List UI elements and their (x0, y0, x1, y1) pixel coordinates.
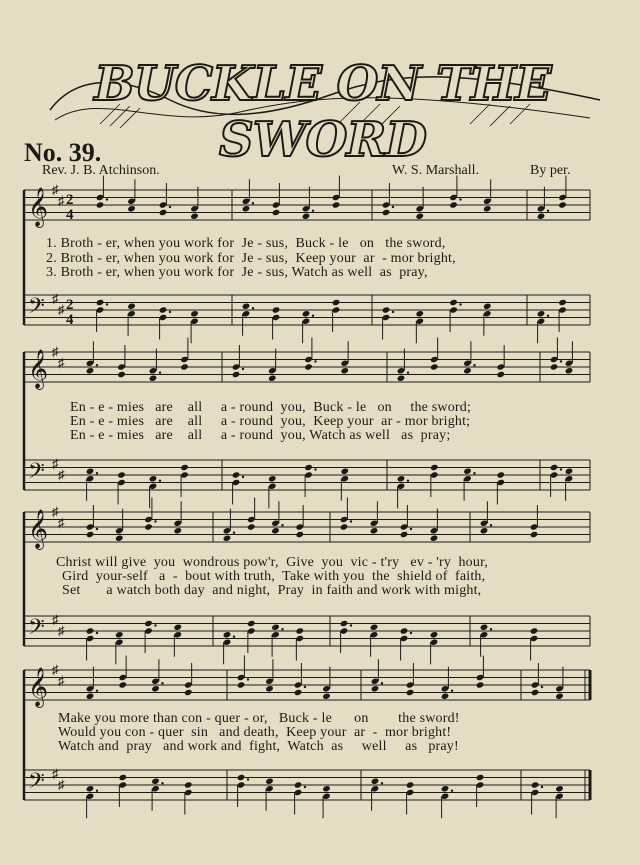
bass-clef: 𝄢 (28, 769, 45, 799)
notehead (265, 685, 274, 692)
notehead (496, 471, 505, 478)
dot (407, 372, 409, 374)
dot (106, 198, 108, 200)
notehead (371, 778, 380, 785)
dot (547, 315, 549, 317)
notehead (271, 624, 280, 631)
notehead (340, 468, 349, 475)
lyric-line: Make you more than con - quer - or, Buck - le on the sword! (58, 711, 460, 726)
notehead (397, 375, 406, 382)
lyric-line: Watch and pray and work and fight, Watch as well as pray! (58, 739, 459, 754)
hymn-title: BUCKLE ON THE SWORD (94, 56, 551, 168)
notehead (340, 620, 349, 627)
dot (312, 315, 314, 317)
dot (154, 520, 156, 522)
dot (410, 528, 412, 530)
notehead (476, 774, 485, 781)
dot (451, 790, 453, 792)
notehead (480, 527, 489, 534)
dot (490, 628, 492, 630)
notehead (430, 535, 439, 542)
bass-clef: 𝄢 (28, 615, 45, 645)
time-signature-top: 2 (66, 192, 74, 208)
dot (459, 198, 461, 200)
dot (304, 786, 306, 788)
notehead (86, 693, 95, 700)
permission-note: By per. (530, 163, 571, 178)
time-signature-bottom: 4 (66, 312, 74, 328)
notehead (550, 363, 559, 370)
notehead (496, 371, 505, 378)
dot (560, 360, 562, 362)
treble-clef: 𝄞 (28, 667, 49, 707)
notehead (332, 299, 341, 306)
sharp-sign: ♯ (52, 344, 59, 359)
dot (169, 311, 171, 313)
dot (159, 480, 161, 482)
notehead (184, 781, 193, 788)
dot (252, 202, 254, 204)
notehead (302, 213, 311, 220)
notehead (159, 209, 168, 216)
notehead (242, 303, 251, 310)
notehead (86, 785, 95, 792)
notehead (340, 367, 349, 374)
notehead (332, 201, 341, 208)
notehead (151, 778, 160, 785)
notehead (400, 531, 409, 538)
sharp-sign: ♯ (58, 515, 65, 530)
notehead (86, 531, 95, 538)
notehead (382, 306, 391, 313)
sharp-sign: ♯ (58, 355, 65, 370)
notehead (430, 363, 439, 370)
notehead (180, 464, 189, 471)
sharp-sign: ♯ (52, 612, 59, 627)
dot (96, 790, 98, 792)
notehead (190, 213, 199, 220)
dot (247, 678, 249, 680)
notehead (242, 205, 251, 212)
lyric-line: Christ will give you wondrous pow'r, Give you vic - t'ry ev - 'ry hour, (56, 555, 489, 570)
bass-clef: 𝄢 (28, 294, 45, 324)
notehead (304, 363, 313, 370)
notehead (483, 205, 492, 212)
notehead (294, 689, 303, 696)
notehead (144, 620, 153, 627)
treble-clef: 𝄞 (28, 187, 49, 227)
dot (154, 624, 156, 626)
dot (96, 690, 98, 692)
dot (350, 520, 352, 522)
notehead (531, 781, 540, 788)
notehead (406, 781, 415, 788)
notehead (537, 213, 546, 220)
notehead (449, 299, 458, 306)
notehead (382, 209, 391, 216)
notehead (223, 535, 232, 542)
dot (96, 528, 98, 530)
dot (407, 480, 409, 482)
dot (96, 472, 98, 474)
dot (242, 368, 244, 370)
dot (161, 682, 163, 684)
notehead (476, 681, 485, 688)
notehead (430, 464, 439, 471)
notehead (480, 624, 489, 631)
sharp-sign: ♯ (58, 467, 65, 482)
notehead (441, 785, 450, 792)
dot (247, 778, 249, 780)
treble-clef: 𝄞 (28, 349, 49, 389)
lyric-line: En - e - mies are all a - round you, Buck - le on the sword; (70, 400, 472, 415)
notehead (232, 471, 241, 478)
dot (242, 476, 244, 478)
notehead (397, 475, 406, 482)
notehead (406, 689, 415, 696)
notehead (86, 468, 95, 475)
notehead (232, 371, 241, 378)
sharp-sign: ♯ (52, 662, 59, 677)
notehead (530, 531, 539, 538)
notehead (268, 375, 277, 382)
sharp-sign: ♯ (58, 193, 65, 208)
notehead (295, 531, 304, 538)
time-signature-top: 2 (66, 297, 74, 313)
notehead (173, 527, 182, 534)
dot (96, 632, 98, 634)
notehead (322, 693, 331, 700)
notehead (294, 781, 303, 788)
lyricist-credit: Rev. J. B. Atchinson. (42, 163, 160, 178)
notehead (184, 689, 193, 696)
notehead (272, 209, 281, 216)
lyric-line: 3. Broth - er, when you work for Je - sus, Watch as well as pray, (46, 265, 428, 280)
dot (392, 206, 394, 208)
notehead (117, 471, 126, 478)
dot (350, 624, 352, 626)
lyric-line: En - e - mies are all a - round you, Keep your ar - mor bright; (70, 414, 471, 429)
dot (473, 472, 475, 474)
dot (560, 468, 562, 470)
dot (392, 311, 394, 313)
notehead (371, 685, 380, 692)
notehead (237, 681, 246, 688)
notehead (118, 681, 127, 688)
dot (381, 682, 383, 684)
dot (96, 364, 98, 366)
notehead (272, 306, 281, 313)
dot (233, 636, 235, 638)
dot (314, 468, 316, 470)
notehead (550, 464, 559, 471)
dot (490, 524, 492, 526)
notehead (151, 685, 160, 692)
dot (304, 686, 306, 688)
notehead (530, 627, 539, 634)
sharp-sign: ♯ (52, 182, 59, 197)
notehead (565, 367, 574, 374)
notehead (237, 774, 246, 781)
notehead (304, 464, 313, 471)
notehead (117, 371, 126, 378)
notehead (370, 624, 379, 631)
notehead (96, 201, 105, 208)
notehead (247, 620, 256, 627)
dot (281, 628, 283, 630)
lyric-line: 2. Broth - er, when you work for Je - sus, Keep your ar - mor bright, (46, 251, 456, 266)
dot (541, 686, 543, 688)
notehead (441, 693, 450, 700)
dot (169, 206, 171, 208)
dot (541, 786, 543, 788)
dot (381, 782, 383, 784)
notehead (86, 627, 95, 634)
notehead (223, 631, 232, 638)
notehead (149, 475, 158, 482)
notehead (430, 631, 439, 638)
notehead (340, 523, 349, 530)
sharp-sign: ♯ (58, 777, 65, 792)
notehead (295, 627, 304, 634)
dot (312, 210, 314, 212)
dot (233, 532, 235, 534)
notehead (483, 303, 492, 310)
notehead (265, 778, 274, 785)
notehead (463, 468, 472, 475)
lyric-line: Set a watch both day and night, Pray in faith and work with might, (62, 583, 482, 598)
lyric-line: Gird your-self a - bout with truth, Take with you the shield of faith, (62, 569, 486, 584)
dot (547, 210, 549, 212)
sharp-sign: ♯ (52, 766, 59, 781)
notehead (127, 303, 136, 310)
notehead (565, 468, 574, 475)
notehead (180, 363, 189, 370)
notehead (247, 523, 256, 530)
notehead (118, 774, 127, 781)
dot (159, 372, 161, 374)
sharp-sign: ♯ (58, 623, 65, 638)
notehead (400, 627, 409, 634)
dot (410, 632, 412, 634)
notehead (115, 631, 124, 638)
sharp-sign: ♯ (58, 673, 65, 688)
lyric-line: 1. Broth - er, when you work for Je - sus, Buck - le on the sword, (46, 236, 446, 251)
notehead (537, 310, 546, 317)
notehead (370, 527, 379, 534)
notehead (127, 205, 136, 212)
notehead (115, 535, 124, 542)
notehead (555, 693, 564, 700)
notehead (302, 310, 311, 317)
treble-clef: 𝄞 (28, 509, 49, 549)
hymn-number: No. 39. (24, 138, 102, 167)
notehead (268, 475, 277, 482)
lyric-line: En - e - mies are all a - round you, Watch as well as pray; (70, 428, 451, 443)
notehead (322, 785, 331, 792)
notehead (149, 375, 158, 382)
dot (252, 307, 254, 309)
dot (281, 524, 283, 526)
notehead (86, 367, 95, 374)
notehead (531, 689, 540, 696)
notehead (96, 299, 105, 306)
bass-clef: 𝄢 (28, 459, 45, 489)
time-signature-bottom: 4 (66, 207, 74, 223)
sharp-sign: ♯ (52, 504, 59, 519)
notehead (555, 785, 564, 792)
notehead (415, 310, 424, 317)
notehead (415, 213, 424, 220)
sharp-sign: ♯ (58, 302, 65, 317)
dot (106, 303, 108, 305)
notehead (463, 367, 472, 374)
notehead (449, 201, 458, 208)
notehead (558, 299, 567, 306)
dot (161, 782, 163, 784)
dot (314, 360, 316, 362)
lyric-line: Would you con - quer sin and death, Keep your ar - mor bright! (58, 725, 452, 740)
notehead (190, 310, 199, 317)
sharp-sign: ♯ (52, 291, 59, 306)
sharp-sign: ♯ (52, 456, 59, 471)
notehead (144, 523, 153, 530)
notehead (173, 624, 182, 631)
dot (451, 690, 453, 692)
composer-credit: W. S. Marshall. (392, 163, 479, 178)
dot (459, 303, 461, 305)
notehead (271, 527, 280, 534)
notehead (558, 201, 567, 208)
notehead (159, 306, 168, 313)
dot (473, 364, 475, 366)
